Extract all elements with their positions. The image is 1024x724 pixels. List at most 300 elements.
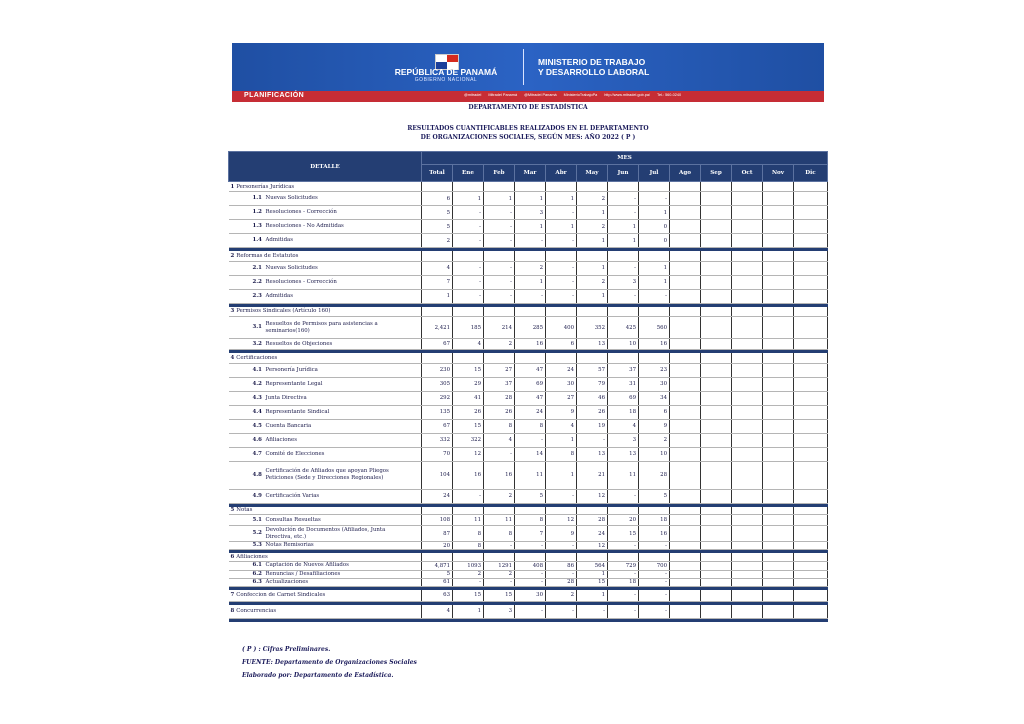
value-cell — [732, 363, 763, 377]
value-cell — [763, 220, 794, 234]
value-cell: - — [608, 542, 639, 550]
value-cell — [794, 234, 828, 248]
section-label: Certificaciones — [236, 354, 278, 361]
value-cell: - — [608, 206, 639, 220]
value-cell — [763, 405, 794, 419]
value-cell — [670, 433, 701, 447]
value-cell — [732, 339, 763, 350]
value-cell: 47 — [515, 391, 546, 405]
value-cell — [670, 447, 701, 461]
value-cell: 26 — [453, 405, 484, 419]
table-row — [229, 234, 828, 248]
value-cell — [422, 182, 453, 192]
value-cell — [701, 182, 732, 192]
value-cell — [794, 220, 828, 234]
value-cell: 79 — [577, 377, 608, 391]
ministry-title — [538, 57, 718, 77]
value-cell — [763, 542, 794, 550]
value-cell: - — [639, 289, 670, 303]
value-cell: 4 — [484, 433, 515, 447]
value-cell — [701, 526, 732, 542]
value-cell: 1 — [577, 289, 608, 303]
value-cell: 13 — [608, 447, 639, 461]
value-cell — [670, 542, 701, 550]
value-cell: 2 — [639, 433, 670, 447]
value-cell — [732, 182, 763, 192]
value-cell: 13 — [577, 339, 608, 350]
section-label: Confeccion de Carnet Sindicales — [236, 592, 326, 599]
value-cell: 2 — [546, 590, 577, 602]
table-row — [229, 433, 828, 447]
value-cell: 10 — [639, 447, 670, 461]
value-cell — [763, 561, 794, 570]
prepared-by-note: Elaborado por: Departamento de Estadística. — [242, 672, 394, 679]
value-cell — [670, 461, 701, 489]
value-cell — [670, 353, 701, 363]
value-cell — [732, 307, 763, 317]
value-cell: 6 — [639, 405, 670, 419]
value-cell — [701, 590, 732, 602]
value-cell: 20 — [422, 542, 453, 550]
item-number: 6.1 — [252, 562, 262, 568]
section-label: Notas — [236, 507, 253, 514]
value-cell: 29 — [453, 377, 484, 391]
value-cell: 14 — [515, 447, 546, 461]
value-cell — [794, 182, 828, 192]
value-cell — [794, 353, 828, 363]
value-cell — [453, 553, 484, 561]
value-cell: 30 — [639, 377, 670, 391]
value-cell: 8 — [453, 542, 484, 550]
value-cell — [763, 206, 794, 220]
table-row — [229, 206, 828, 220]
value-cell: - — [546, 275, 577, 289]
value-cell: 2 — [577, 275, 608, 289]
youtube-handle: MinisterioTrabajoPa — [563, 93, 598, 97]
value-cell — [484, 307, 515, 317]
value-cell — [763, 275, 794, 289]
value-cell: 27 — [546, 391, 577, 405]
value-cell: 15 — [577, 578, 608, 586]
value-cell — [701, 275, 732, 289]
table-row — [229, 339, 828, 350]
value-cell: - — [546, 261, 577, 275]
value-cell — [670, 391, 701, 405]
value-cell: 1 — [515, 220, 546, 234]
value-cell — [422, 553, 453, 561]
value-cell: 560 — [639, 317, 670, 339]
value-cell: 1 — [639, 206, 670, 220]
value-cell — [453, 307, 484, 317]
value-cell — [670, 206, 701, 220]
value-cell: 47 — [515, 363, 546, 377]
value-cell: 16 — [515, 339, 546, 350]
column-header-mar: Mar — [515, 165, 546, 182]
value-cell: - — [546, 206, 577, 220]
value-cell — [732, 377, 763, 391]
value-cell — [670, 307, 701, 317]
report-title-line-2: DE ORGANIZACIONES SOCIALES, SEGÚN MES: AÑO 2022 ( P ) — [420, 134, 636, 141]
value-cell — [763, 578, 794, 586]
value-cell: 24 — [546, 363, 577, 377]
value-cell — [670, 561, 701, 570]
column-header-may: May — [577, 165, 608, 182]
value-cell: 11 — [453, 515, 484, 526]
value-cell: 31 — [608, 377, 639, 391]
value-cell: 16 — [639, 526, 670, 542]
item-label: Personería Jurídica — [265, 366, 318, 373]
value-cell: 28 — [639, 461, 670, 489]
value-cell — [546, 353, 577, 363]
value-cell: - — [546, 542, 577, 550]
department-heading: DEPARTAMENTO DE ESTADÍSTICA — [468, 104, 588, 111]
value-cell: - — [608, 570, 639, 578]
item-number: 3.2 — [252, 340, 262, 347]
value-cell: 2 — [484, 339, 515, 350]
value-cell — [794, 192, 828, 206]
facebook-handle: Mitradel Panamá — [488, 93, 518, 97]
value-cell: 24 — [422, 489, 453, 503]
value-cell — [670, 515, 701, 526]
value-cell — [794, 251, 828, 261]
value-cell: - — [546, 234, 577, 248]
value-cell: 67 — [422, 339, 453, 350]
value-cell: 37 — [608, 363, 639, 377]
value-cell — [732, 261, 763, 275]
value-cell: 16 — [639, 339, 670, 350]
value-cell: 729 — [608, 561, 639, 570]
value-cell — [763, 307, 794, 317]
item-number: 4.6 — [252, 436, 262, 443]
value-cell: - — [484, 275, 515, 289]
value-cell: 3 — [608, 433, 639, 447]
value-cell: 292 — [422, 391, 453, 405]
value-cell: 2 — [515, 261, 546, 275]
value-cell: - — [515, 578, 546, 586]
section-label: Reformas de Estatutos — [236, 252, 299, 259]
source-note: FUENTE: Departamento de Organizaciones Sociales — [242, 659, 417, 666]
value-cell — [732, 192, 763, 206]
item-label: Renuncias / Desafiliaciones — [265, 570, 341, 577]
value-cell — [670, 419, 701, 433]
value-cell: 20 — [608, 515, 639, 526]
item-label: Representante Legal — [265, 380, 323, 387]
value-cell — [794, 405, 828, 419]
value-cell: 26 — [484, 405, 515, 419]
value-cell — [639, 507, 670, 515]
value-cell — [732, 605, 763, 618]
value-cell — [794, 461, 828, 489]
item-number: 5.2 — [252, 530, 262, 536]
section-label: PLANIFICACIÓN — [244, 92, 305, 99]
value-cell: 8 — [546, 447, 577, 461]
value-cell — [732, 391, 763, 405]
section-number: 4 — [230, 354, 235, 361]
value-cell: 322 — [453, 433, 484, 447]
column-header-sep: Sep — [701, 165, 732, 182]
value-cell — [422, 251, 453, 261]
item-number: 1.4 — [252, 237, 262, 243]
column-header-nov: Nov — [763, 165, 794, 182]
item-number: 1.3 — [252, 223, 262, 229]
value-cell: - — [453, 289, 484, 303]
value-cell — [639, 251, 670, 261]
item-number: 5.1 — [252, 516, 262, 523]
section-row — [229, 605, 828, 618]
value-cell — [794, 339, 828, 350]
value-cell: 24 — [515, 405, 546, 419]
value-cell — [515, 182, 546, 192]
value-cell — [670, 405, 701, 419]
value-cell: - — [515, 542, 546, 550]
value-cell: - — [453, 578, 484, 586]
value-cell: - — [608, 590, 639, 602]
value-cell — [577, 307, 608, 317]
value-cell — [546, 251, 577, 261]
value-cell — [732, 542, 763, 550]
value-cell — [794, 526, 828, 542]
value-cell: 2 — [484, 570, 515, 578]
value-cell — [701, 261, 732, 275]
value-cell: 135 — [422, 405, 453, 419]
value-cell: 214 — [484, 317, 515, 339]
value-cell: 2 — [577, 192, 608, 206]
value-cell — [763, 182, 794, 192]
value-cell: - — [484, 578, 515, 586]
item-label: Consultas Resueltas — [265, 516, 321, 523]
value-cell — [670, 363, 701, 377]
item-label: Afiliaciones — [265, 436, 297, 443]
value-cell — [794, 515, 828, 526]
value-cell — [732, 220, 763, 234]
header-banner — [232, 43, 824, 91]
value-cell — [732, 405, 763, 419]
value-cell: 1093 — [453, 561, 484, 570]
value-cell: 108 — [422, 515, 453, 526]
section-label: Afiliaciones — [236, 553, 268, 560]
table-row — [229, 220, 828, 234]
value-cell: - — [484, 289, 515, 303]
value-cell: 46 — [577, 391, 608, 405]
value-cell — [732, 553, 763, 561]
value-cell: - — [639, 590, 670, 602]
value-cell: 11 — [484, 515, 515, 526]
table-row — [229, 377, 828, 391]
value-cell: 1 — [608, 220, 639, 234]
preliminary-note: ( P ) : Cifras Preliminares. — [242, 646, 331, 653]
value-cell: 23 — [639, 363, 670, 377]
item-number: 6.2 — [252, 570, 262, 577]
value-cell — [701, 507, 732, 515]
value-cell — [639, 353, 670, 363]
value-cell — [608, 507, 639, 515]
value-cell: 400 — [546, 317, 577, 339]
ministry-line-2: Y DESARROLLO LABORAL — [538, 67, 650, 77]
value-cell: 0 — [639, 234, 670, 248]
table-row — [229, 570, 828, 578]
item-label: Certificación de Afiliados que apoyan Pliegos Peticiones (Sede y Direcciones Regionales) — [265, 468, 389, 481]
value-cell: 8 — [453, 526, 484, 542]
value-cell — [763, 433, 794, 447]
value-cell: 16 — [484, 461, 515, 489]
value-cell: 1291 — [484, 561, 515, 570]
value-cell — [484, 507, 515, 515]
statistics-table — [228, 151, 828, 622]
value-cell: 13 — [577, 447, 608, 461]
value-cell: - — [453, 206, 484, 220]
value-cell: - — [639, 578, 670, 586]
item-label: Admitidas — [265, 237, 294, 243]
item-number: 4.8 — [252, 471, 262, 478]
value-cell — [732, 419, 763, 433]
value-cell — [732, 206, 763, 220]
value-cell — [794, 275, 828, 289]
value-cell — [670, 192, 701, 206]
table-row — [229, 405, 828, 419]
value-cell — [608, 182, 639, 192]
value-cell — [701, 515, 732, 526]
value-cell: 4 — [546, 419, 577, 433]
value-cell: 425 — [608, 317, 639, 339]
value-cell: 4 — [608, 419, 639, 433]
section-row — [229, 553, 828, 561]
value-cell: 12 — [577, 542, 608, 550]
value-cell — [670, 605, 701, 618]
value-cell: 6 — [422, 192, 453, 206]
value-cell — [701, 542, 732, 550]
table-row — [229, 261, 828, 275]
item-label: Resoluciones - Corrección — [265, 209, 337, 215]
value-cell — [577, 251, 608, 261]
value-cell: - — [577, 433, 608, 447]
value-cell: - — [546, 570, 577, 578]
value-cell: 4 — [453, 339, 484, 350]
item-number: 4.4 — [252, 408, 262, 415]
item-number: 2.1 — [252, 264, 262, 271]
value-cell — [670, 220, 701, 234]
item-label: Certificación Varias — [265, 492, 320, 499]
section-row — [229, 590, 828, 602]
value-cell: 41 — [453, 391, 484, 405]
value-cell — [422, 507, 453, 515]
value-cell — [732, 433, 763, 447]
value-cell — [794, 605, 828, 618]
value-cell — [608, 307, 639, 317]
value-cell: - — [484, 206, 515, 220]
value-cell — [670, 570, 701, 578]
banner-divider — [523, 49, 524, 85]
value-cell: - — [453, 489, 484, 503]
value-cell — [577, 182, 608, 192]
value-cell: - — [515, 234, 546, 248]
value-cell — [794, 507, 828, 515]
twitter-handle: @mitradel — [464, 93, 482, 97]
value-cell: - — [453, 220, 484, 234]
value-cell — [608, 251, 639, 261]
table-row — [229, 419, 828, 433]
column-header-ago: Ago — [670, 165, 701, 182]
value-cell — [732, 489, 763, 503]
item-number: 4.2 — [252, 380, 262, 387]
value-cell — [670, 339, 701, 350]
value-cell: 63 — [422, 590, 453, 602]
column-header-feb: Feb — [484, 165, 515, 182]
value-cell — [701, 234, 732, 248]
value-cell — [763, 234, 794, 248]
value-cell — [701, 433, 732, 447]
month-header: MES — [422, 152, 828, 165]
value-cell — [732, 570, 763, 578]
value-cell: 4 — [422, 605, 453, 618]
item-number: 2.2 — [252, 278, 262, 285]
value-cell: 28 — [577, 515, 608, 526]
value-cell — [794, 391, 828, 405]
item-label: Captación de Nuevos Afiliados — [265, 562, 349, 568]
value-cell — [732, 447, 763, 461]
item-label: Resoluciones - No Admitidas — [265, 223, 344, 229]
value-cell — [732, 561, 763, 570]
value-cell — [794, 317, 828, 339]
item-number: 4.7 — [252, 450, 262, 457]
section-number: 2 — [230, 252, 235, 259]
value-cell: 230 — [422, 363, 453, 377]
value-cell — [577, 353, 608, 363]
value-cell — [670, 578, 701, 586]
value-cell: - — [546, 605, 577, 618]
value-cell — [701, 220, 732, 234]
section-row — [229, 307, 828, 317]
detail-header: DETALLE — [229, 152, 422, 182]
value-cell: 28 — [484, 391, 515, 405]
value-cell — [794, 419, 828, 433]
phone-number: Tel.: 560-0240 — [657, 93, 682, 97]
value-cell: 18 — [608, 405, 639, 419]
value-cell: - — [515, 605, 546, 618]
value-cell — [701, 578, 732, 586]
table-row — [229, 289, 828, 303]
value-cell: - — [639, 570, 670, 578]
value-cell — [453, 353, 484, 363]
value-cell — [794, 377, 828, 391]
value-cell: 5 — [639, 489, 670, 503]
value-cell — [577, 553, 608, 561]
value-cell — [639, 553, 670, 561]
value-cell: 8 — [515, 419, 546, 433]
value-cell — [763, 419, 794, 433]
value-cell: - — [484, 261, 515, 275]
value-cell — [670, 507, 701, 515]
value-cell: 1 — [577, 590, 608, 602]
value-cell: 19 — [577, 419, 608, 433]
government-label: GOBIERNO NACIONAL — [414, 77, 478, 83]
value-cell: 61 — [422, 578, 453, 586]
value-cell: - — [577, 605, 608, 618]
value-cell — [763, 192, 794, 206]
value-cell — [701, 561, 732, 570]
value-cell — [701, 605, 732, 618]
value-cell — [639, 182, 670, 192]
value-cell — [639, 307, 670, 317]
item-number: 1.2 — [252, 209, 262, 215]
value-cell — [732, 461, 763, 489]
value-cell: 5 — [422, 206, 453, 220]
value-cell — [577, 507, 608, 515]
value-cell — [608, 353, 639, 363]
value-cell — [794, 542, 828, 550]
value-cell: 12 — [453, 447, 484, 461]
value-cell — [763, 363, 794, 377]
value-cell — [794, 578, 828, 586]
